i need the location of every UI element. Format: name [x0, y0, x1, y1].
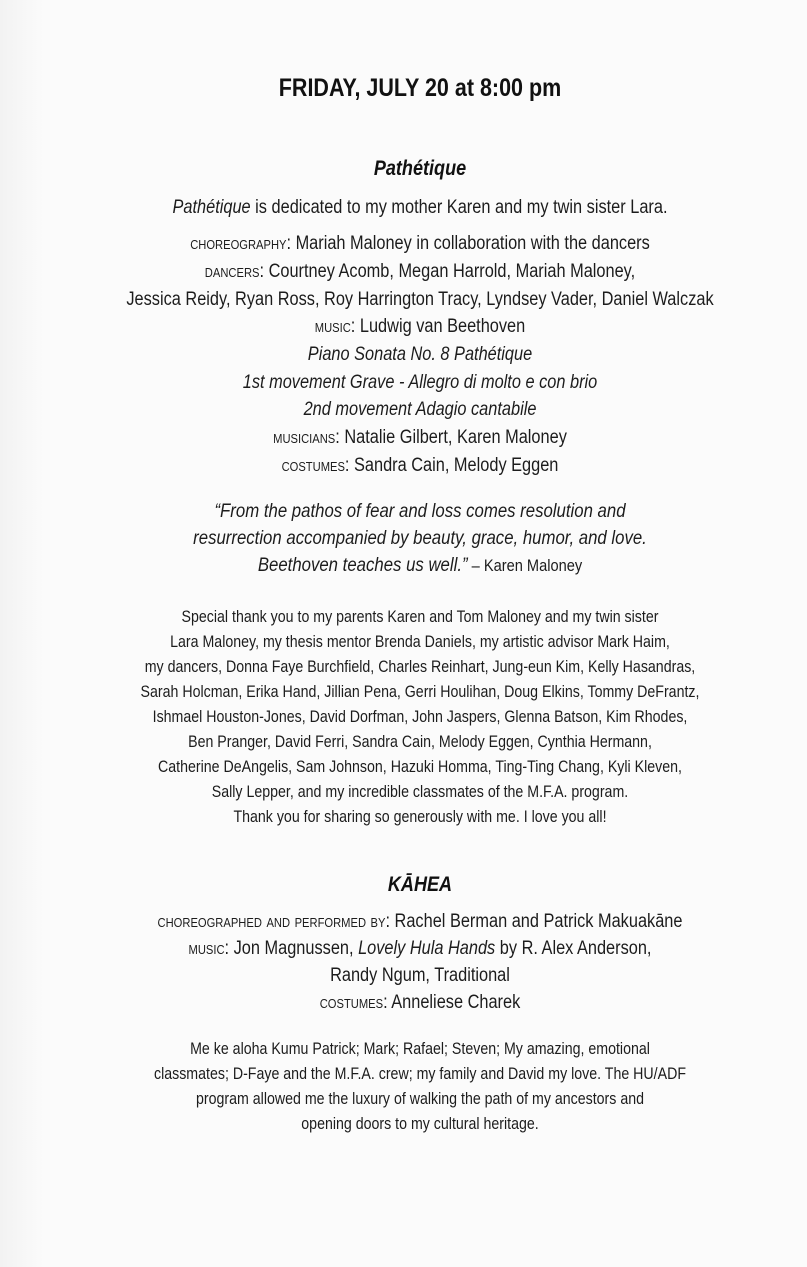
music-work-kahea: Lovely Hula Hands	[358, 938, 496, 959]
quote-line-2: resurrection accompanied by beauty, grace, humor, and love.	[193, 527, 647, 549]
thanks-line: Ben Pranger, David Ferri, Sandra Cain, Melody Eggen, Cynthia Hermann,	[188, 733, 652, 751]
dancers-value-line2: Jessica Reidy, Ryan Ross, Roy Harrington Tracy, Lyndsey Vader, Daniel Walczak	[126, 289, 714, 310]
choreography-label: choreography:	[190, 233, 292, 254]
choreographed-performed-credit	[93, 911, 747, 933]
thanks-line: Lara Maloney, my thesis mentor Brenda Daniels, my artistic advisor Mark Haim,	[170, 633, 670, 651]
choreographed-performed-value: Rachel Berman and Patrick Makuakāne	[390, 911, 683, 932]
music-value-kahea-b: by R. Alex Anderson,	[495, 938, 652, 959]
movement-2: 2nd movement Adagio cantabile	[303, 399, 537, 420]
music-credit-kahea	[93, 938, 747, 960]
music-label-kahea: music:	[188, 938, 230, 959]
music-label: music:	[314, 316, 356, 337]
kahea-thanks-line: opening doors to my cultural heritage.	[301, 1115, 539, 1133]
kahea-thanks-line: Me ke aloha Kumu Patrick; Mark; Rafael; Steven; My amazing, emotional	[190, 1040, 650, 1058]
music-credit	[93, 316, 747, 338]
costumes-label-kahea: costumes:	[319, 992, 388, 1013]
musicians-label: musicians:	[273, 427, 340, 448]
kahea-thanks-line: program allowed me the luxury of walking the path of my ancestors and	[195, 1090, 645, 1108]
costumes-credit-kahea	[93, 992, 747, 1014]
choreography-credit	[93, 233, 747, 255]
thanks-line: Special thank you to my parents Karen and Tom Maloney and my twin sister	[181, 608, 659, 626]
quote-text: Beethoven teaches us well.”	[257, 554, 468, 576]
musicians-credit	[93, 427, 747, 449]
dedication-text: is dedicated to my mother Karen and my twin sister Lara.	[250, 197, 668, 218]
costumes-value: Sandra Cain, Melody Eggen	[349, 455, 559, 476]
performance-date-heading: FRIDAY, JULY 20 at 8:00 pm	[278, 74, 562, 102]
costumes-label: costumes:	[281, 455, 350, 476]
music-value-kahea-line2: Randy Ngum, Traditional	[330, 965, 510, 986]
thanks-line: Thank you for sharing so generously with me. I love you all!	[233, 808, 607, 826]
quote-author: – Karen Maloney	[467, 556, 583, 575]
dedication-line	[93, 197, 747, 219]
thanks-line: my dancers, Donna Faye Burchfield, Charles Reinhart, Jung-eun Kim, Kelly Hasandras,	[144, 658, 696, 676]
choreographed-performed-label: choreographed and performed by:	[157, 911, 391, 932]
dedication-piece-name: Pathétique	[172, 197, 251, 218]
page-edge-shadow	[0, 0, 44, 1267]
kahea-thanks-line: classmates; D-Faye and the M.F.A. crew; my family and David my love. The HU/ADF	[153, 1065, 687, 1083]
thanks-line: Sarah Holcman, Erika Hand, Jillian Pena, Gerri Houlihan, Doug Elkins, Tommy DeFrantz,	[140, 683, 700, 701]
piece-title-kahea: KĀHEA	[387, 873, 453, 896]
thanks-line: Ishmael Houston-Jones, David Dorfman, John Jaspers, Glenna Batson, Kim Rhodes,	[152, 708, 688, 726]
movement-1: 1st movement Grave - Allegro di molto e con brio	[242, 372, 598, 393]
musicians-value: Natalie Gilbert, Karen Maloney	[339, 427, 567, 448]
quote-line-3	[93, 554, 747, 577]
choreography-value: Mariah Maloney in collaboration with the dancers	[291, 233, 650, 254]
music-work-title: Piano Sonata No. 8 Pathétique	[307, 344, 533, 365]
costumes-value-kahea: Anneliese Charek	[387, 992, 521, 1013]
dancers-value-line1: Courtney Acomb, Megan Harrold, Mariah Maloney,	[264, 261, 636, 282]
dancers-label: dancers:	[204, 261, 265, 282]
dancers-credit	[93, 261, 747, 283]
quote-line-1: “From the pathos of fear and loss comes resolution and	[214, 500, 626, 522]
music-value: Ludwig van Beethoven	[355, 316, 526, 337]
piece-title-pathetique: Pathétique	[373, 157, 467, 180]
thanks-line: Catherine DeAngelis, Sam Johnson, Hazuki Homma, Ting-Ting Chang, Kyli Kleven,	[158, 758, 682, 776]
costumes-credit	[93, 455, 747, 477]
thanks-line: Sally Lepper, and my incredible classmates of the M.F.A. program.	[211, 783, 629, 801]
music-value-kahea-a: Jon Magnussen,	[229, 938, 359, 959]
